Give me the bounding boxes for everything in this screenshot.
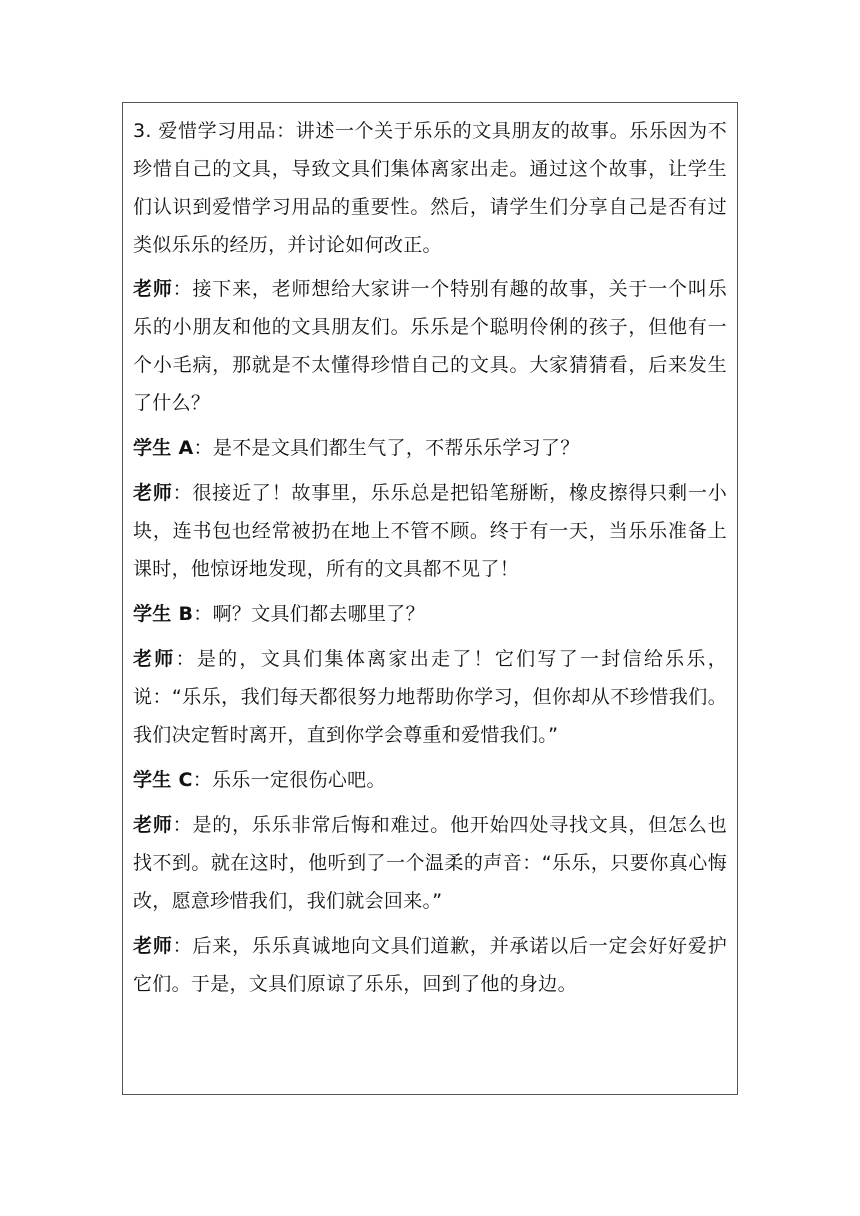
dialogue-text: ：啊？文具们都去哪里了？ xyxy=(193,603,425,625)
dialogue-line xyxy=(133,927,727,1003)
speaker-label: 学生 B xyxy=(133,603,194,625)
speaker-label: 老师 xyxy=(133,482,173,504)
dialogue-line xyxy=(133,640,727,754)
dialogue-line xyxy=(133,761,727,799)
paragraph-text: 3. 爱惜学习用品：讲述一个关于乐乐的文具朋友的故事。乐乐因为不珍惜自己的文具，导致文具们集体离家出走。通过这个故事，让学生们认识到爱惜学习用品的重要性。然后，请学生们分享自己是否有过类似乐乐的经历，并讨论如何改正。 xyxy=(133,120,727,256)
content-box xyxy=(122,102,738,1095)
speaker-label: 老师 xyxy=(133,814,173,836)
speaker-label: 老师 xyxy=(133,935,173,957)
dialogue-line xyxy=(133,270,727,422)
dialogue-line xyxy=(133,806,727,920)
dialogue-line xyxy=(133,595,727,633)
dialogue-text: ：接下来，老师想给大家讲一个特别有趣的故事，关于一个叫乐乐的小朋友和他的文具朋友们。乐乐是个聪明伶俐的孩子，但他有一个小毛病，那就是不太懂得珍惜自己的文具。大家猜猜看，后来发生了什么？ xyxy=(133,278,727,414)
speaker-label: 学生 C xyxy=(133,769,193,791)
dialogue-text: ：是的，文具们集体离家出走了！它们写了一封信给乐乐，说：“乐乐，我们每天都很努力地帮助你学习，但你却从不珍惜我们。我们决定暂时离开，直到你学会尊重和爱惜我们。” xyxy=(133,648,727,746)
speaker-label: 老师 xyxy=(133,648,176,670)
speaker-label: 老师 xyxy=(133,278,173,300)
dialogue-text: ：是不是文具们都生气了，不帮乐乐学习了？ xyxy=(193,437,580,459)
dialogue-line xyxy=(133,429,727,467)
dialogue-text: ：很接近了！故事里，乐乐总是把铅笔掰断，橡皮擦得只剩一小块，连书包也经常被扔在地上不管不顾。终于有一天，当乐乐准备上课时，他惊讶地发现，所有的文具都不见了！ xyxy=(133,482,727,580)
speaker-label: 学生 A xyxy=(133,437,194,459)
paragraph-intro xyxy=(133,112,727,264)
dialogue-text: ：是的，乐乐非常后悔和难过。他开始四处寻找文具，但怎么也找不到。就在这时，他听到了一个温柔的声音：“乐乐，只要你真心悔改，愿意珍惜我们，我们就会回来。” xyxy=(133,814,727,912)
dialogue-text: ：后来，乐乐真诚地向文具们道歉，并承诺以后一定会好好爱护它们。于是，文具们原谅了乐乐，回到了他的身边。 xyxy=(133,935,727,995)
dialogue-line xyxy=(133,474,727,588)
dialogue-text: ：乐乐一定很伤心吧。 xyxy=(192,769,386,791)
